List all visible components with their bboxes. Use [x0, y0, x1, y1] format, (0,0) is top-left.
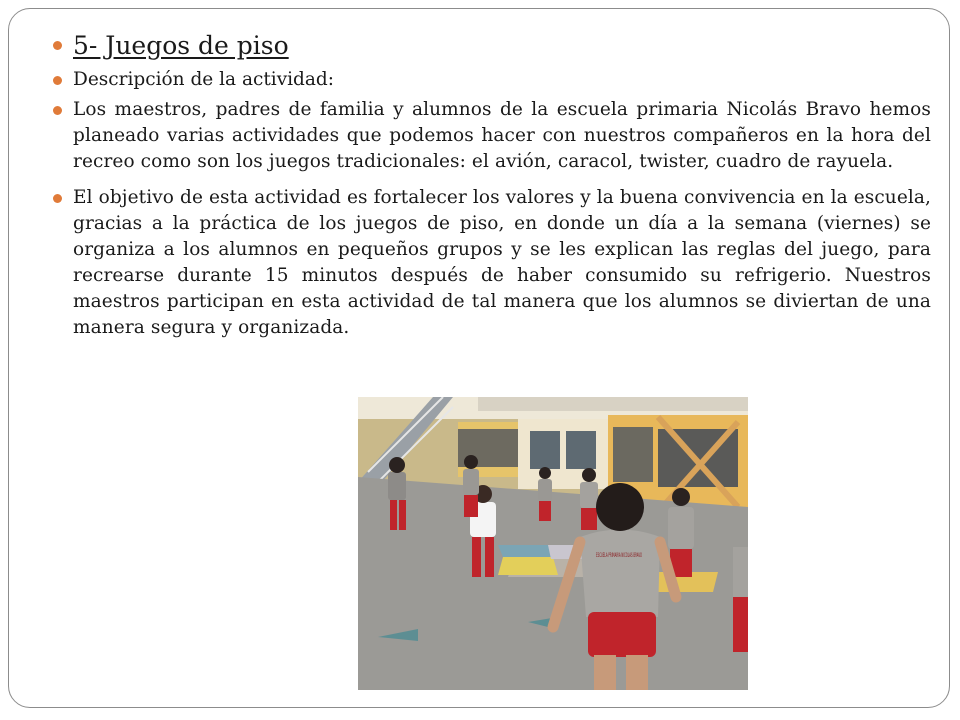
bullet-dot-icon [53, 41, 62, 50]
paragraph-bullet-2 [45, 185, 931, 341]
paragraph-bullet-1 [45, 97, 931, 175]
bullet-dot-icon [53, 76, 62, 85]
paragraph-text-2: El objetivo de esta actividad es fortalecer los valores y la buena convivencia en la escuela, gracias a la práctica de los juegos de piso, en donde un día a la semana (viernes) se organiza a los alumnos en pequeños grupos y se les explican las reglas del juego, para recrearse durante 15 minutos después de haber consumido su refrigerio. Nuestros maestros participan en esta actividad de tal manera que los alumnos se diviertan de una manera segura y organizada. [73, 187, 931, 338]
shirt-text: ESCUELA PRIMARIA NICOLAS BRAVO [596, 552, 643, 559]
slide-content [45, 29, 931, 341]
activity-description-label: Descripción de la actividad: [73, 69, 335, 90]
schoolyard-photo [358, 397, 748, 690]
bullet-dot-icon [53, 106, 62, 115]
title-bullet [45, 29, 931, 63]
bullet-dot-icon [53, 194, 62, 203]
slide-title: 5- Juegos de piso [73, 31, 289, 60]
paragraph-text-1: Los maestros, padres de familia y alumnos de la escuela primaria Nicolás Bravo hemos planeado varias actividades que podemos hacer con nuestros compañeros en la hora del recreo como son los juegos tradicionales: el avión, caracol, twister, cuadro de rayuela. [73, 99, 931, 172]
subtitle-bullet [45, 67, 931, 93]
